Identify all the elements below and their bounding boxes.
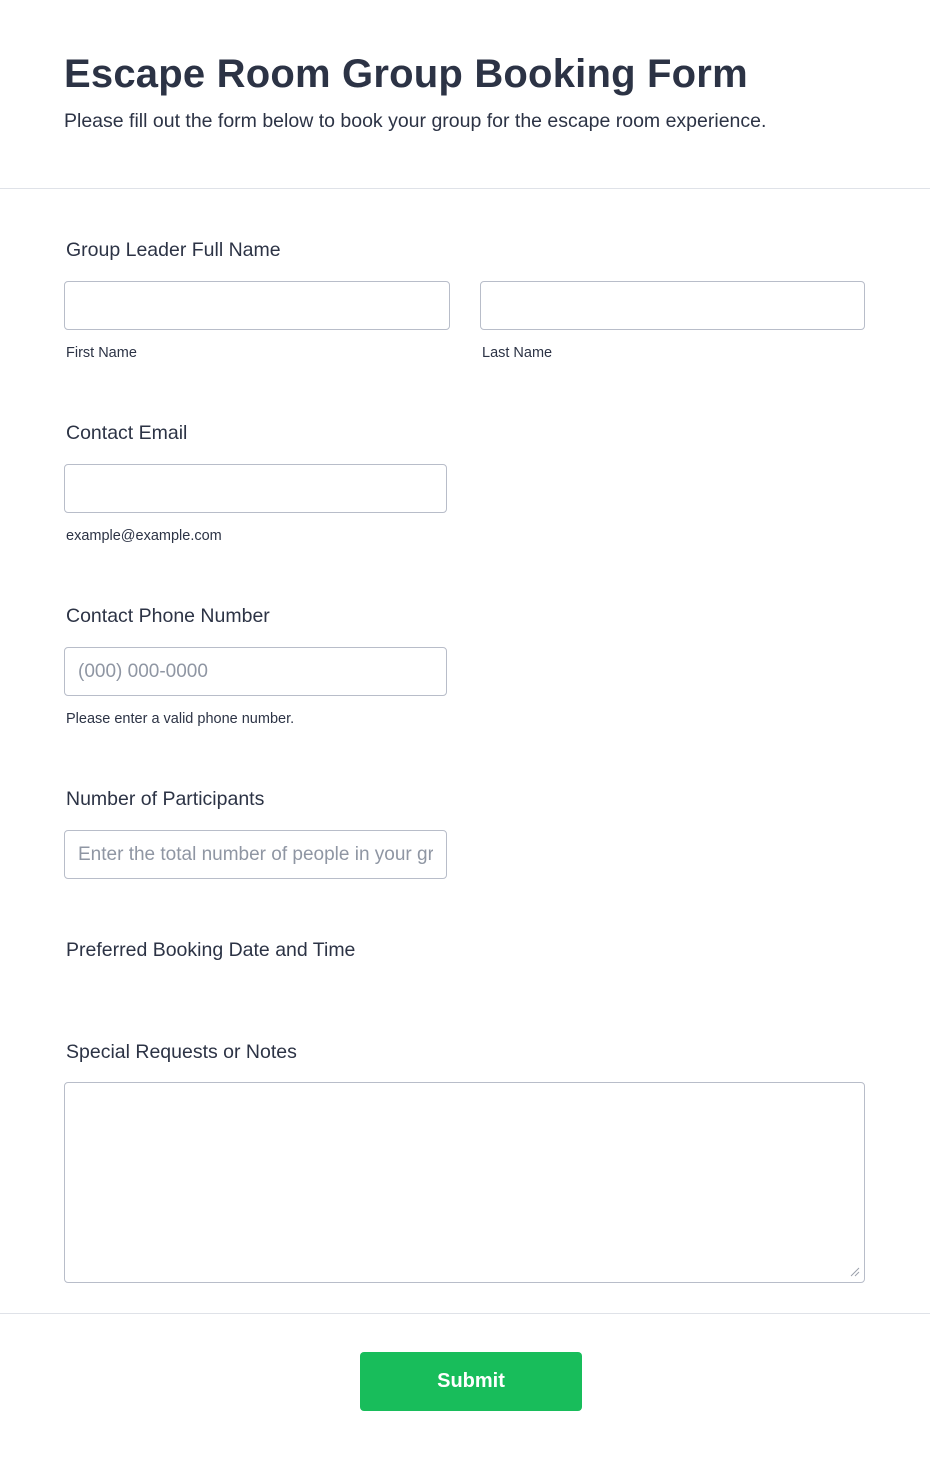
footer-divider <box>0 1313 930 1314</box>
submit-button[interactable]: Submit <box>360 1352 582 1411</box>
notes-textarea[interactable] <box>64 1082 865 1283</box>
email-input[interactable] <box>64 464 447 513</box>
email-sublabel: example@example.com <box>66 528 222 544</box>
phone-input[interactable] <box>64 647 447 696</box>
form-header <box>0 0 930 189</box>
phone-sublabel: Please enter a valid phone number. <box>66 711 295 727</box>
email-label: Contact Email <box>66 422 188 444</box>
phone-label: Contact Phone Number <box>66 605 270 627</box>
participants-input[interactable] <box>64 830 447 879</box>
first-name-input[interactable] <box>64 281 450 330</box>
page-title: Escape Room Group Booking Form <box>64 52 748 96</box>
group-leader-label: Group Leader Full Name <box>66 239 281 261</box>
last-name-sublabel: Last Name <box>482 345 553 361</box>
booking-datetime-label: Preferred Booking Date and Time <box>66 939 356 961</box>
participants-label: Number of Participants <box>66 788 265 810</box>
first-name-sublabel: First Name <box>66 345 137 361</box>
resize-grip-icon[interactable] <box>848 1265 860 1277</box>
page-subtitle: Please fill out the form below to book your group for the escape room experience. <box>64 110 767 132</box>
notes-label: Special Requests or Notes <box>66 1041 297 1063</box>
last-name-input[interactable] <box>480 281 865 330</box>
